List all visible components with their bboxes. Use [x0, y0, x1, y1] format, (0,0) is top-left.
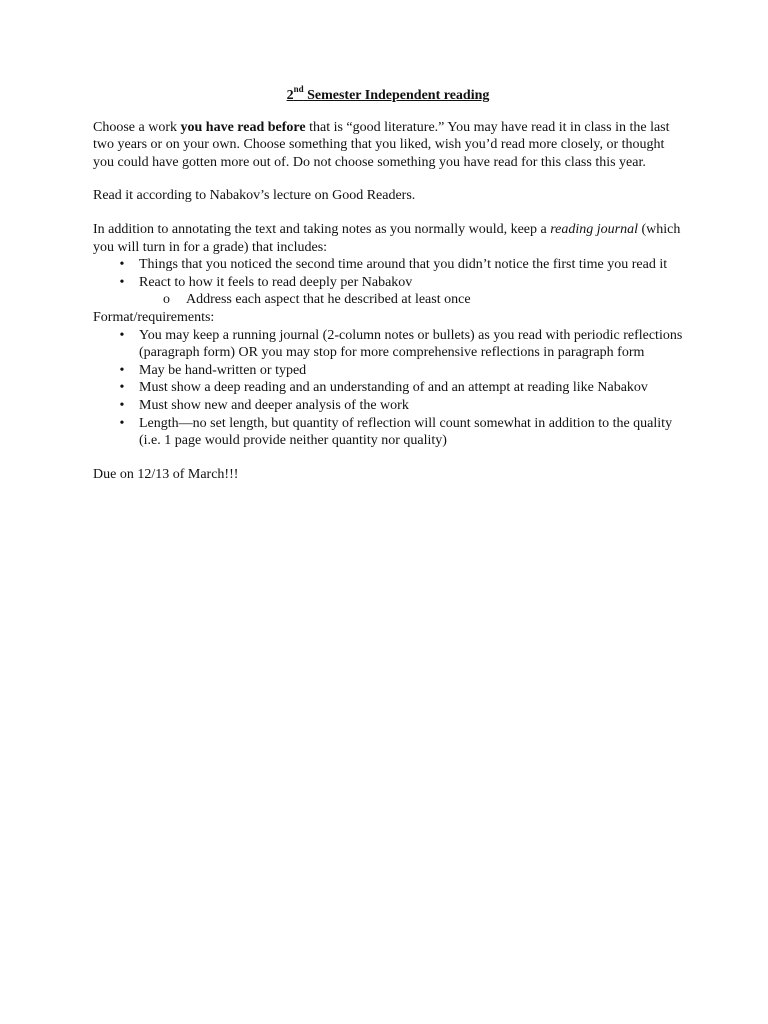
bullet-icon: •	[119, 415, 125, 431]
bullet-icon: •	[119, 274, 125, 290]
sub-bullet-icon: o	[163, 292, 170, 308]
intro-paragraph	[93, 119, 683, 172]
list-item	[119, 397, 683, 415]
document-title	[93, 84, 683, 105]
bullet-icon: •	[119, 397, 125, 413]
due-date-text: Due on 12/13 of March!!!	[93, 466, 239, 482]
journal-intro-after: (which you will turn in for a grade) that includes:	[93, 221, 681, 255]
list-item-text: Length—no set length, but quantity of reflection will count somewhat in addition to the quality (i.e. 1 page would provide neither quantity nor quality)	[139, 415, 673, 449]
journal-sublist	[139, 291, 683, 309]
document-page	[93, 84, 683, 499]
format-heading: Format/requirements:	[93, 309, 215, 325]
list-item-text: May be hand-written or typed	[139, 362, 307, 378]
bullet-icon: •	[119, 327, 125, 343]
title-number: 2	[286, 88, 294, 103]
format-list	[93, 327, 683, 450]
list-item	[119, 327, 683, 362]
intro-bold-phrase: you have read before	[180, 119, 306, 135]
list-item	[119, 379, 683, 397]
intro-text-before: Choose a work	[93, 119, 181, 135]
journal-intro-before: In addition to annotating the text and taking notes as you normally would, keep a	[93, 221, 551, 237]
bullet-icon: •	[119, 257, 125, 273]
sublist-item	[163, 291, 683, 309]
bullet-icon: •	[119, 380, 125, 396]
bullet-icon: •	[119, 362, 125, 378]
journal-intro-italic: reading journal	[550, 221, 639, 237]
list-item-text: Must show new and deeper analysis of the work	[139, 397, 409, 413]
list-item	[119, 274, 683, 309]
list-item	[119, 256, 683, 274]
list-item-text: React to how it feels to read deeply per Nabakov	[139, 274, 413, 290]
list-item	[119, 362, 683, 380]
read-it-paragraph: Read it according to Nabakov’s lecture on Good Readers.	[93, 188, 416, 204]
list-item	[119, 415, 683, 450]
title-superscript: nd	[293, 84, 304, 95]
intro-text-after: that is “good literature.” You may have read it in class in the last two years or on your own. Choose something that you liked, wish you’d read more closely, or thought you could have gotten more out of. Do not choose something you have read for this class this year.	[93, 119, 670, 170]
list-item-text: Things that you noticed the second time around that you didn’t notice the first time you read it	[139, 257, 668, 273]
title-text: Semester Independent reading	[303, 88, 490, 103]
sublist-item-text: Address each aspect that he described at least once	[186, 292, 471, 308]
journal-intro-paragraph	[93, 221, 683, 256]
journal-list	[93, 256, 683, 309]
list-item-text: Must show a deep reading and an understanding of and an attempt at reading like Nabakov	[139, 380, 648, 396]
list-item-text: You may keep a running journal (2-column notes or bullets) as you read with periodic reflections (paragraph form) OR you may stop for more comprehensive reflections in paragraph form	[139, 327, 683, 361]
